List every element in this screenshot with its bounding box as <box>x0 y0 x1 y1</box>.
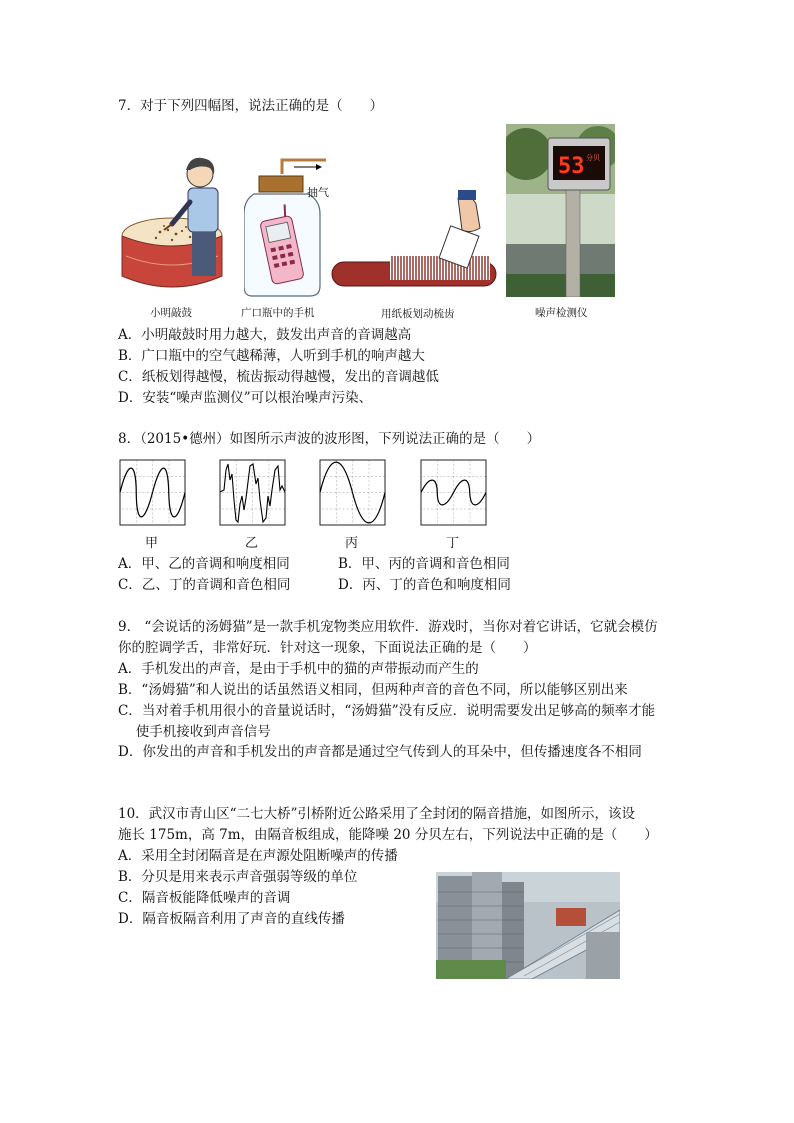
caption-comb: 用纸板划动梳齿 <box>381 308 455 320</box>
waveform-diagrams <box>118 458 490 528</box>
drum-illustration <box>120 152 238 294</box>
q10-option-b: B．分贝是用来表示声音强弱等级的单位 <box>118 869 358 885</box>
jar-phone-illustration <box>244 150 344 300</box>
wave-label-ding: 丁 <box>446 536 460 551</box>
caption-jar-phone: 广口瓶中的手机 <box>241 307 315 319</box>
wave-box-ding <box>421 460 486 525</box>
meter-unit: 分贝 <box>586 154 600 162</box>
q8-option-b: B．甲、丙的音调和音色相同 <box>338 556 510 572</box>
q9-stem-line-2: 你的腔调学舌，非常好玩．针对这一现象，下面说法正确的是（ ） <box>118 640 537 656</box>
q8-option-a: A．甲、乙的音调和响度相同 <box>118 556 290 572</box>
wave-box-yi <box>220 460 285 525</box>
pump-label: 抽气 <box>307 186 329 199</box>
wave-label-yi: 乙 <box>245 536 259 551</box>
caption-drum: 小明敲鼓 <box>150 307 192 319</box>
q7-stem: 7．对于下列四幅图，说法正确的是（ ） <box>118 98 384 114</box>
q10-option-c: C．隔音板能降低噪声的音调 <box>118 890 291 906</box>
wave-label-jia: 甲 <box>145 536 159 551</box>
caption-noise-meter: 噪声检测仪 <box>535 307 588 319</box>
q8-option-c: C．乙、丁的音调和音色相同 <box>118 577 291 593</box>
comb-card-illustration <box>330 190 500 300</box>
meter-reading: 53 <box>558 154 585 179</box>
q7-option-a: A．小明敲鼓时用力越大，鼓发出声音的音调越高 <box>118 327 412 343</box>
q10-option-a: A．采用全封闭隔音是在声源处阻断噪声的传播 <box>118 848 398 864</box>
q7-option-b: B．广口瓶中的空气越稀薄，人听到手机的响声越大 <box>118 348 425 364</box>
wave-label-bing: 丙 <box>345 536 359 551</box>
q9-option-c-cont: 使手机接收到声音信号 <box>118 724 271 740</box>
q10-option-d: D．隔音板隔音利用了声音的直线传播 <box>118 911 345 927</box>
q9-option-a: A．手机发出的声音，是由于手机中的猫的声带振动而产生的 <box>118 661 479 677</box>
q10-stem-line-2: 施长 175m，高 7m，由隔音板组成，能降噪 20 分贝左右，下列说法中正确的是（ ） <box>118 827 658 843</box>
q7-option-c: C．纸板划得越慢，梳齿振动得越慢，发出的音调越低 <box>118 369 439 385</box>
noise-meter-photo <box>506 124 615 297</box>
wave-box-jia <box>120 460 185 525</box>
q9-option-b: B．“汤姆猫”和人说出的话虽然语义相同，但两种声音的音色不同，所以能够区别出来 <box>118 682 628 698</box>
q10-stem-line-1: 10．武汉市青山区“二七大桥”引桥附近公路采用了全封闭的隔音措施，如图所示，该设 <box>118 806 635 822</box>
q8-stem: 8．（2015•德州）如图所示声波的波形图，下列说法正确的是（ ） <box>118 431 541 447</box>
q9-option-c: C．当对着手机用很小的音量说话时，“汤姆猫”没有反应．说明需要发出足够高的频率才能 <box>118 703 656 719</box>
q8-option-d: D．丙、丁的音色和响度相同 <box>338 577 511 593</box>
wave-box-bing <box>320 460 385 525</box>
sound-barrier-photo <box>436 872 620 979</box>
q9-option-d: D．你发出的声音和手机发出的声音都是通过空气传到人的耳朵中，但传播速度各不相同 <box>118 744 642 760</box>
q7-option-d: D．安装“噪声监测仪”可以根治噪声污染、 <box>118 390 373 406</box>
q9-stem-line-1: 9． “会说话的汤姆猫”是一款手机宠物类应用软件．游戏时，当你对着它讲话，它就会模仿 <box>118 619 658 635</box>
